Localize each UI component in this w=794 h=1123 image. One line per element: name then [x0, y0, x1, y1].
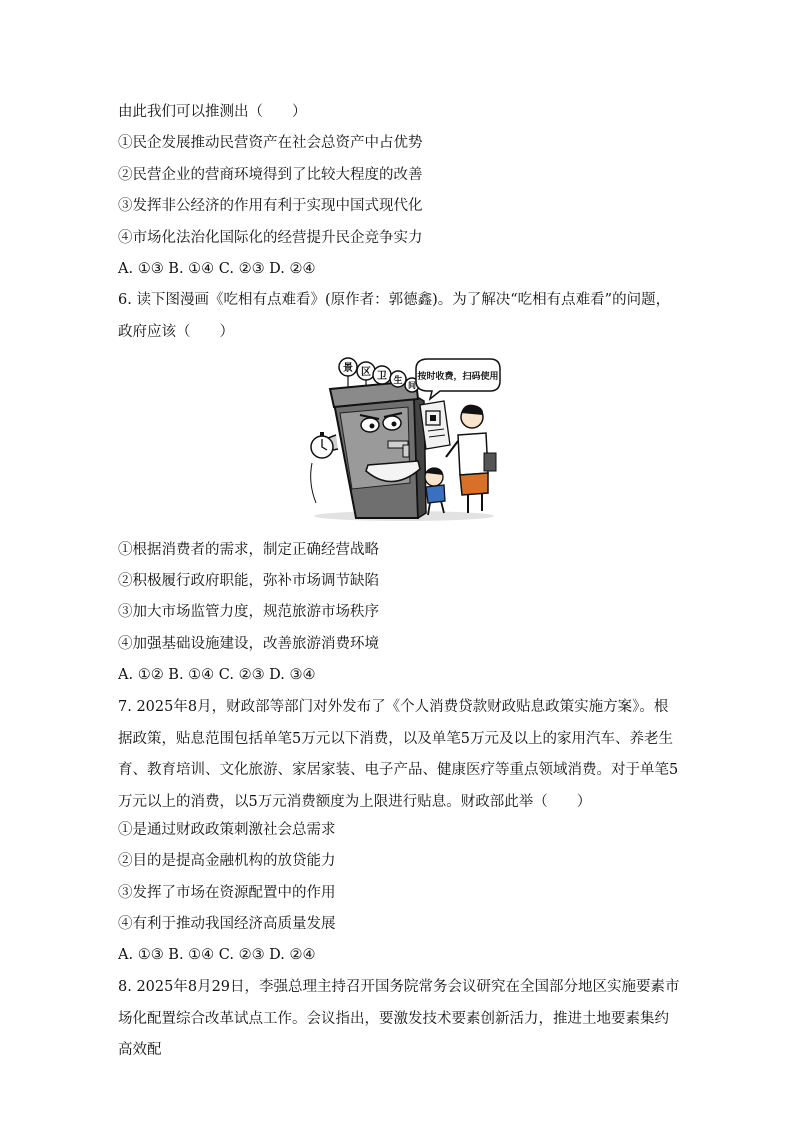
svg-text:景: 景 [343, 363, 353, 374]
q7-option-2: ②目的是提高金融机构的放贷能力 [118, 853, 336, 869]
q5-option-1: ①民企发展推动民营资产在社会总资产中占优势 [118, 135, 423, 151]
sign-char-1 [339, 358, 357, 376]
q7-option-3: ③发挥了市场在资源配置中的作用 [118, 885, 336, 901]
q5-option-2: ②民营企业的营商环境得到了比较大程度的改善 [118, 167, 423, 183]
q6-choices: A. ①② B. ①④ C. ②③ D. ③④ [118, 667, 316, 683]
sign-char-4 [390, 371, 406, 387]
svg-text:卫: 卫 [377, 371, 387, 382]
q5-choices: A. ①③ B. ①④ C. ②③ D. ②④ [118, 261, 316, 277]
svg-text:区: 区 [361, 367, 371, 378]
q5-option-4: ④市场化法治化国际化的经营提升民企竞争实力 [118, 230, 423, 246]
q7-choices: A. ①③ B. ①④ C. ②③ D. ②④ [118, 947, 316, 963]
q7-option-1: ①是通过财政政策刺激社会总需求 [118, 822, 336, 838]
q8-stem: 8. 2025年8月29日，李强总理主持召开国务院常务会议研究在全国部分地区实施要素市场化配置综合改革试点工作。会议指出，要激发技术要素创新活力，推进土地要素集约高效配 [118, 979, 680, 1058]
q7-option-4: ④有利于推动我国经济高质量发展 [118, 916, 336, 932]
svg-text:生: 生 [393, 376, 403, 386]
svg-text:间: 间 [408, 380, 416, 390]
q6-option-2: ②积极履行政府职能，弥补市场调节缺陷 [118, 573, 379, 589]
speech-bubble [416, 359, 500, 399]
q6-stem: 6. 读下图漫画《吃相有点难看》(原作者：郭德鑫)。为了解决“吃相有点难看”的问题，政府应该（ ） [118, 292, 671, 340]
q6-option-1: ①根据消费者的需求，制定正确经营战略 [118, 542, 379, 558]
q6-option-4: ④加强基础设施建设，改善旅游消费环境 [118, 636, 379, 652]
sign-char-2 [357, 362, 375, 380]
q7-stem: 7. 2025年8月，财政部等部门对外发布了《个人消费贷款财政贴息政策实施方案》。根据政策，贴息范围包括单笔5万元以下消费，以及单笔5万元及以上的家用汽车、养老生育、教育培训、文化旅游、家居家装、电子产品、健康医疗等重点领域消费。对于单笔5万元以上的消费，以5万元消费额度为上限进行贴息。财政部此举（ ） [118, 699, 679, 810]
q5-option-3: ③发挥非公经济的作用有利于实现中国式现代化 [118, 198, 423, 214]
q5-stem: 由此我们可以推测出（ ） [118, 104, 307, 120]
q6-option-3: ③加大市场监管力度，规范旅游市场秩序 [118, 604, 379, 620]
svg-text:按时收费，扫码使用: 按时收费，扫码使用 [417, 372, 499, 382]
cartoon-image [304, 353, 502, 523]
sign-char-3 [373, 366, 391, 384]
